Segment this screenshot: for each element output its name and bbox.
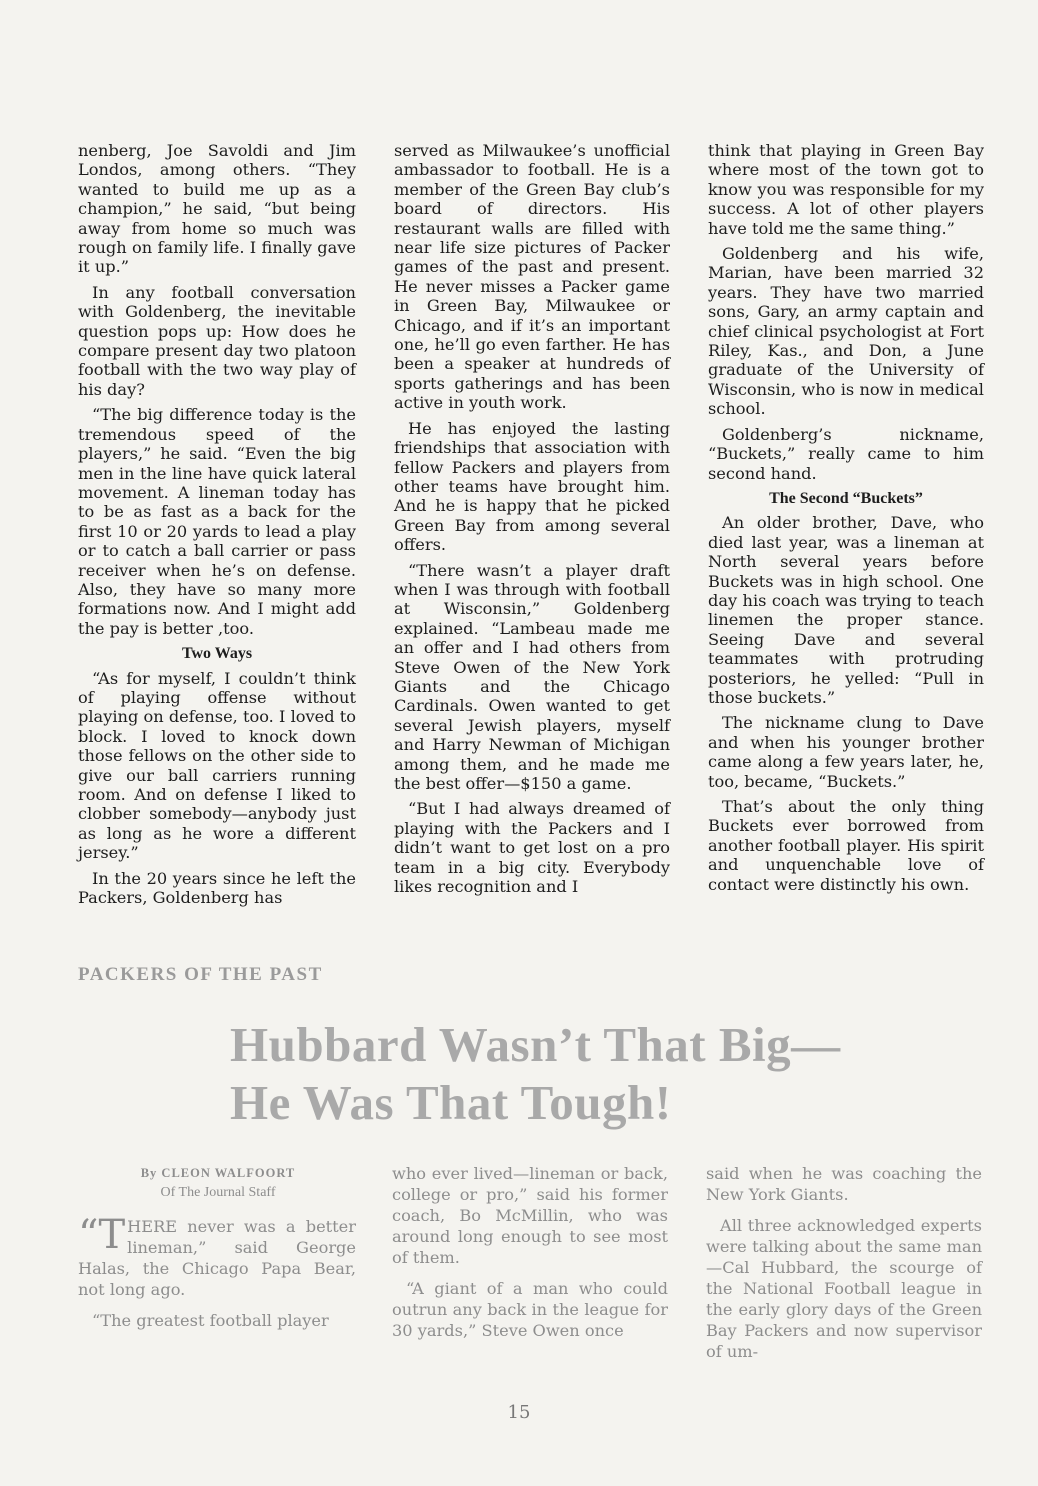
paragraph: “There wasn’t a player draft when I was through with football at Wisconsin,” Goldenberg explained. “Lambeau made me an offer and I had others from Steve Owen of the New York Giants and the Chicago Cardinals. Owen wanted to get several Jewish players, myself and Harry Newman of Michigan among them, and he made me the best offer—$150 a game. — [394, 560, 670, 793]
paragraph: In the 20 years since he left the Packers, Goldenberg has — [78, 868, 356, 908]
story-column-1 — [78, 1212, 356, 1341]
paragraph: The nickname clung to Dave and when his younger brother came along a few years later, he, too, became, “Buckets.” — [708, 713, 984, 791]
lead-text: HERE never was a better lineman,” said George Halas, the Chicago Papa Bear, not long ago. — [78, 1217, 356, 1299]
paragraph: Goldenberg’s nickname, “Buckets,” really came to him second hand. — [708, 424, 984, 483]
paragraph: An older brother, Dave, who died last year, was a lineman at North several years before Buckets was in high school. One day his coach was trying to teach linemen the proper stance. Seeing Dave and several teammates with protruding posteriors, he yelled: “Pull in those buckets.” — [708, 513, 984, 707]
story-column-2 — [392, 1163, 668, 1351]
paragraph: That’s about the only thing Buckets ever borrowed from another football player. His spirit and unquenchable love of contact were distinctly his own. — [708, 797, 984, 894]
byline-staff: Of The Journal Staff — [160, 1185, 276, 1200]
subheading-two-ways: Two Ways — [181, 645, 253, 663]
paragraph: He has enjoyed the lasting friendships that association with fellow Packers and players from other teams have brought him. And he is happy that he picked Green Bay from among several offers. — [394, 418, 670, 555]
headline-line-1: Hubbard Wasn’t That Big— — [230, 1017, 841, 1072]
article-column-1 — [78, 141, 356, 913]
paragraph: “The greatest football player — [92, 1311, 329, 1330]
paragraph: All three acknowledged experts were talking about the same man—Cal Hubbard, the scourge of the National Football league in the early glory days of the Green Bay Packers and now supervisor of um- — [706, 1216, 982, 1361]
paragraph: think that playing in Green Bay where most of the town got to know you was responsible for my success. A lot of other players have told me the same thing.” — [708, 141, 984, 238]
story-column-3 — [706, 1163, 982, 1372]
byline-author: By CLEON WALFOORT — [140, 1166, 296, 1180]
paragraph: In any football conversation with Goldenberg, the inevitable question pops up: How does he compare present day two platoon football with the two way play of his day? — [78, 282, 356, 399]
byline — [78, 1163, 358, 1203]
lead-paragraph — [78, 1212, 356, 1300]
article-column-3 — [708, 141, 984, 900]
article-column-2 — [394, 141, 670, 902]
paragraph: said when he was coaching the New York Giants. — [706, 1164, 982, 1204]
paragraph: nenberg, Joe Savoldi and Jim Londos, among others. “They wanted to build me up as a champion,” he said, “but being away from home so much was rough on family life. I finally gave it up.” — [78, 141, 356, 277]
paragraph: “But I had always dreamed of playing with the Packers and I didn’t want to get lost on a pro team in a big city. Everybody likes recognition and I — [394, 799, 670, 897]
drop-cap: “T — [78, 1212, 126, 1258]
paragraph: who ever lived—lineman or back, college or pro,” said his former coach, Bo McMillin, who was around long enough to see most of them. — [392, 1164, 668, 1267]
paragraph: served as Milwaukee’s unofficial ambassador to football. He is a member of the Green Bay club’s board of directors. His restaurant walls are filled with near life size pictures of Packer games of the past and present. He never misses a Packer game in Green Bay, Milwaukee or Chicago, and if it’s an important one, he’ll go even farther. He has been a speaker at hundreds of sports gatherings and has been active in youth work. — [394, 141, 670, 413]
paragraph: “A giant of a man who could outrun any back in the league for 30 yards,” Steve Owen once — [392, 1279, 668, 1340]
paragraph: Goldenberg and his wife, Marian, have been married 32 years. They have two married sons, Gary, an army captain and chief clinical psychologist at Fort Riley, Kas., and Don, a June graduate of the University of Wisconsin, who is now in medical school. — [708, 244, 984, 419]
headline — [230, 1016, 1010, 1132]
subheading-second-buckets: The Second “Buckets” — [769, 489, 923, 507]
headline-line-2: He Was That Tough! — [230, 1075, 672, 1130]
series-label: PACKERS OF THE PAST — [78, 964, 323, 985]
page-number: 15 — [507, 1402, 531, 1423]
paragraph: “The big difference today is the tremendous speed of the players,” he said. “Even the big men in the line have quick lateral movement. A lineman today has to be as fast as a back for the first 10 or 20 yards to lead a play or to catch a ball carrier or pass receiver when he’s on defense. Also, they have so many more formations now. And I might add the pay is better ,too. — [78, 405, 356, 638]
paragraph: “As for myself, I couldn’t think of playing offense without playing on defense, too. I loved to block. I loved to knock down those fellows on the other side to give our ball carriers running room. And on defense I liked to clobber somebody—anybody just as long as he wore a different jersey.” — [78, 668, 356, 863]
